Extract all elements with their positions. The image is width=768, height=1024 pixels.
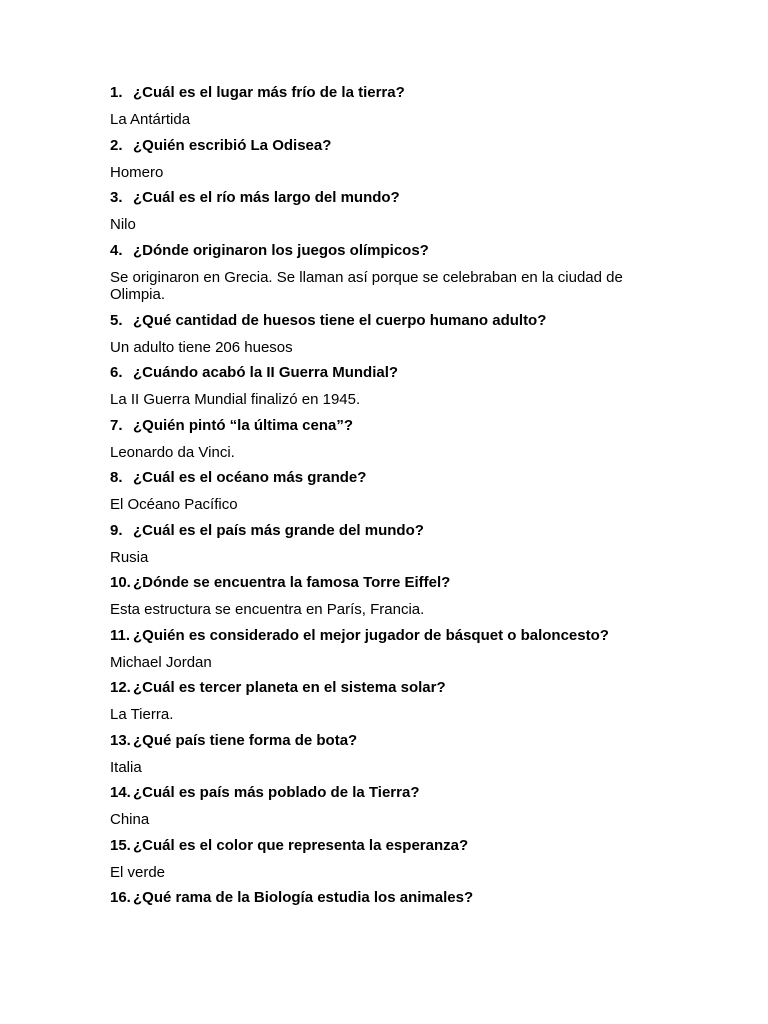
question: [110, 364, 670, 382]
qa-item: [110, 84, 670, 129]
question-text: ¿Cuál es el río más largo del mundo?: [133, 189, 400, 206]
qa-item: [110, 522, 670, 567]
qa-item: [110, 242, 670, 304]
question-number: 12.: [110, 679, 131, 696]
question: [110, 312, 670, 330]
question: [110, 84, 670, 102]
answer-text: La Antártida: [110, 111, 191, 128]
question: [110, 889, 670, 907]
answer-text: Nilo: [110, 216, 136, 233]
qa-item: [110, 732, 670, 777]
question-text: ¿Qué cantidad de huesos tiene el cuerpo humano adulto?: [133, 311, 547, 329]
question-number: 1.: [110, 84, 123, 101]
qa-item: [110, 312, 670, 357]
answer-text: La II Guerra Mundial finalizó en 1945.: [110, 391, 361, 408]
qa-item: [110, 364, 670, 409]
question-number: 8.: [110, 469, 123, 486]
question-number: 3.: [110, 189, 123, 206]
qa-item: [110, 417, 670, 462]
question-number: 5.: [110, 311, 123, 329]
qa-item: [110, 679, 670, 724]
answer-text: El verde: [110, 863, 166, 881]
question-text: ¿Dónde originaron los juegos olímpicos?: [133, 241, 429, 259]
question: [110, 189, 670, 207]
answer-text: El Océano Pacífico: [110, 496, 238, 513]
question-text: ¿Quién escribió La Odisea?: [133, 136, 332, 154]
qa-item: [110, 627, 670, 672]
question: [110, 137, 670, 155]
question: [110, 837, 670, 855]
answer-text: Homero: [110, 163, 164, 181]
qa-list: [110, 84, 670, 916]
question-number: 13.: [110, 731, 131, 749]
answer-text: China: [110, 811, 150, 828]
question-text: ¿Dónde se encuentra la famosa Torre Eiffel?: [133, 574, 451, 591]
question-number: 7.: [110, 416, 123, 434]
question: [110, 522, 670, 540]
answer-text: La Tierra.: [110, 706, 174, 723]
qa-item: [110, 469, 670, 514]
question-number: 4.: [110, 241, 123, 259]
question: [110, 469, 670, 487]
question-number: 10.: [110, 574, 131, 591]
answer-text: Un adulto tiene 206 huesos: [110, 338, 293, 356]
question-number: 16.: [110, 889, 131, 906]
question-text: ¿Cuál es el color que representa la esperanza?: [133, 836, 469, 854]
qa-item: [110, 837, 670, 882]
question: [110, 574, 670, 592]
qa-item: [110, 889, 670, 907]
question-text: ¿Quién pintó “la última cena”?: [133, 416, 354, 434]
answer-text: Michael Jordan: [110, 653, 212, 671]
question-text: ¿Cuál es el océano más grande?: [133, 469, 367, 486]
answer-text: Rusia: [110, 548, 149, 566]
answer-text: Esta estructura se encuentra en París, Francia.: [110, 601, 425, 618]
answer-text: Italia: [110, 758, 142, 776]
question: [110, 242, 670, 260]
qa-item: [110, 189, 670, 234]
qa-item: [110, 137, 670, 182]
question-number: 11.: [110, 626, 131, 644]
qa-item: [110, 784, 670, 829]
question-number: 2.: [110, 136, 123, 154]
question: [110, 679, 670, 697]
question-text: ¿Cuál es el país más grande del mundo?: [133, 521, 424, 539]
question: [110, 417, 670, 435]
question-text: ¿Qué rama de la Biología estudia los animales?: [133, 889, 474, 906]
answer-text: Se originaron en Grecia. Se llaman así porque se celebraban en la ciudad de Olimpia.: [110, 268, 623, 303]
question: [110, 784, 670, 802]
qa-item: [110, 574, 670, 619]
question-number: 9.: [110, 521, 123, 539]
answer-text: Leonardo da Vinci.: [110, 443, 235, 461]
question-text: ¿Cuál es el lugar más frío de la tierra?: [133, 84, 405, 101]
question-text: ¿Quién es considerado el mejor jugador de básquet o baloncesto?: [133, 626, 609, 644]
question: [110, 732, 670, 750]
question-number: 6.: [110, 364, 123, 381]
question-text: ¿Cuál es país más poblado de la Tierra?: [133, 784, 420, 801]
question-text: ¿Qué país tiene forma de bota?: [133, 731, 358, 749]
question-number: 14.: [110, 784, 131, 801]
question-text: ¿Cuándo acabó la II Guerra Mundial?: [133, 364, 399, 381]
question-text: ¿Cuál es tercer planeta en el sistema solar?: [133, 679, 446, 696]
question: [110, 627, 670, 645]
question-number: 15.: [110, 836, 131, 854]
